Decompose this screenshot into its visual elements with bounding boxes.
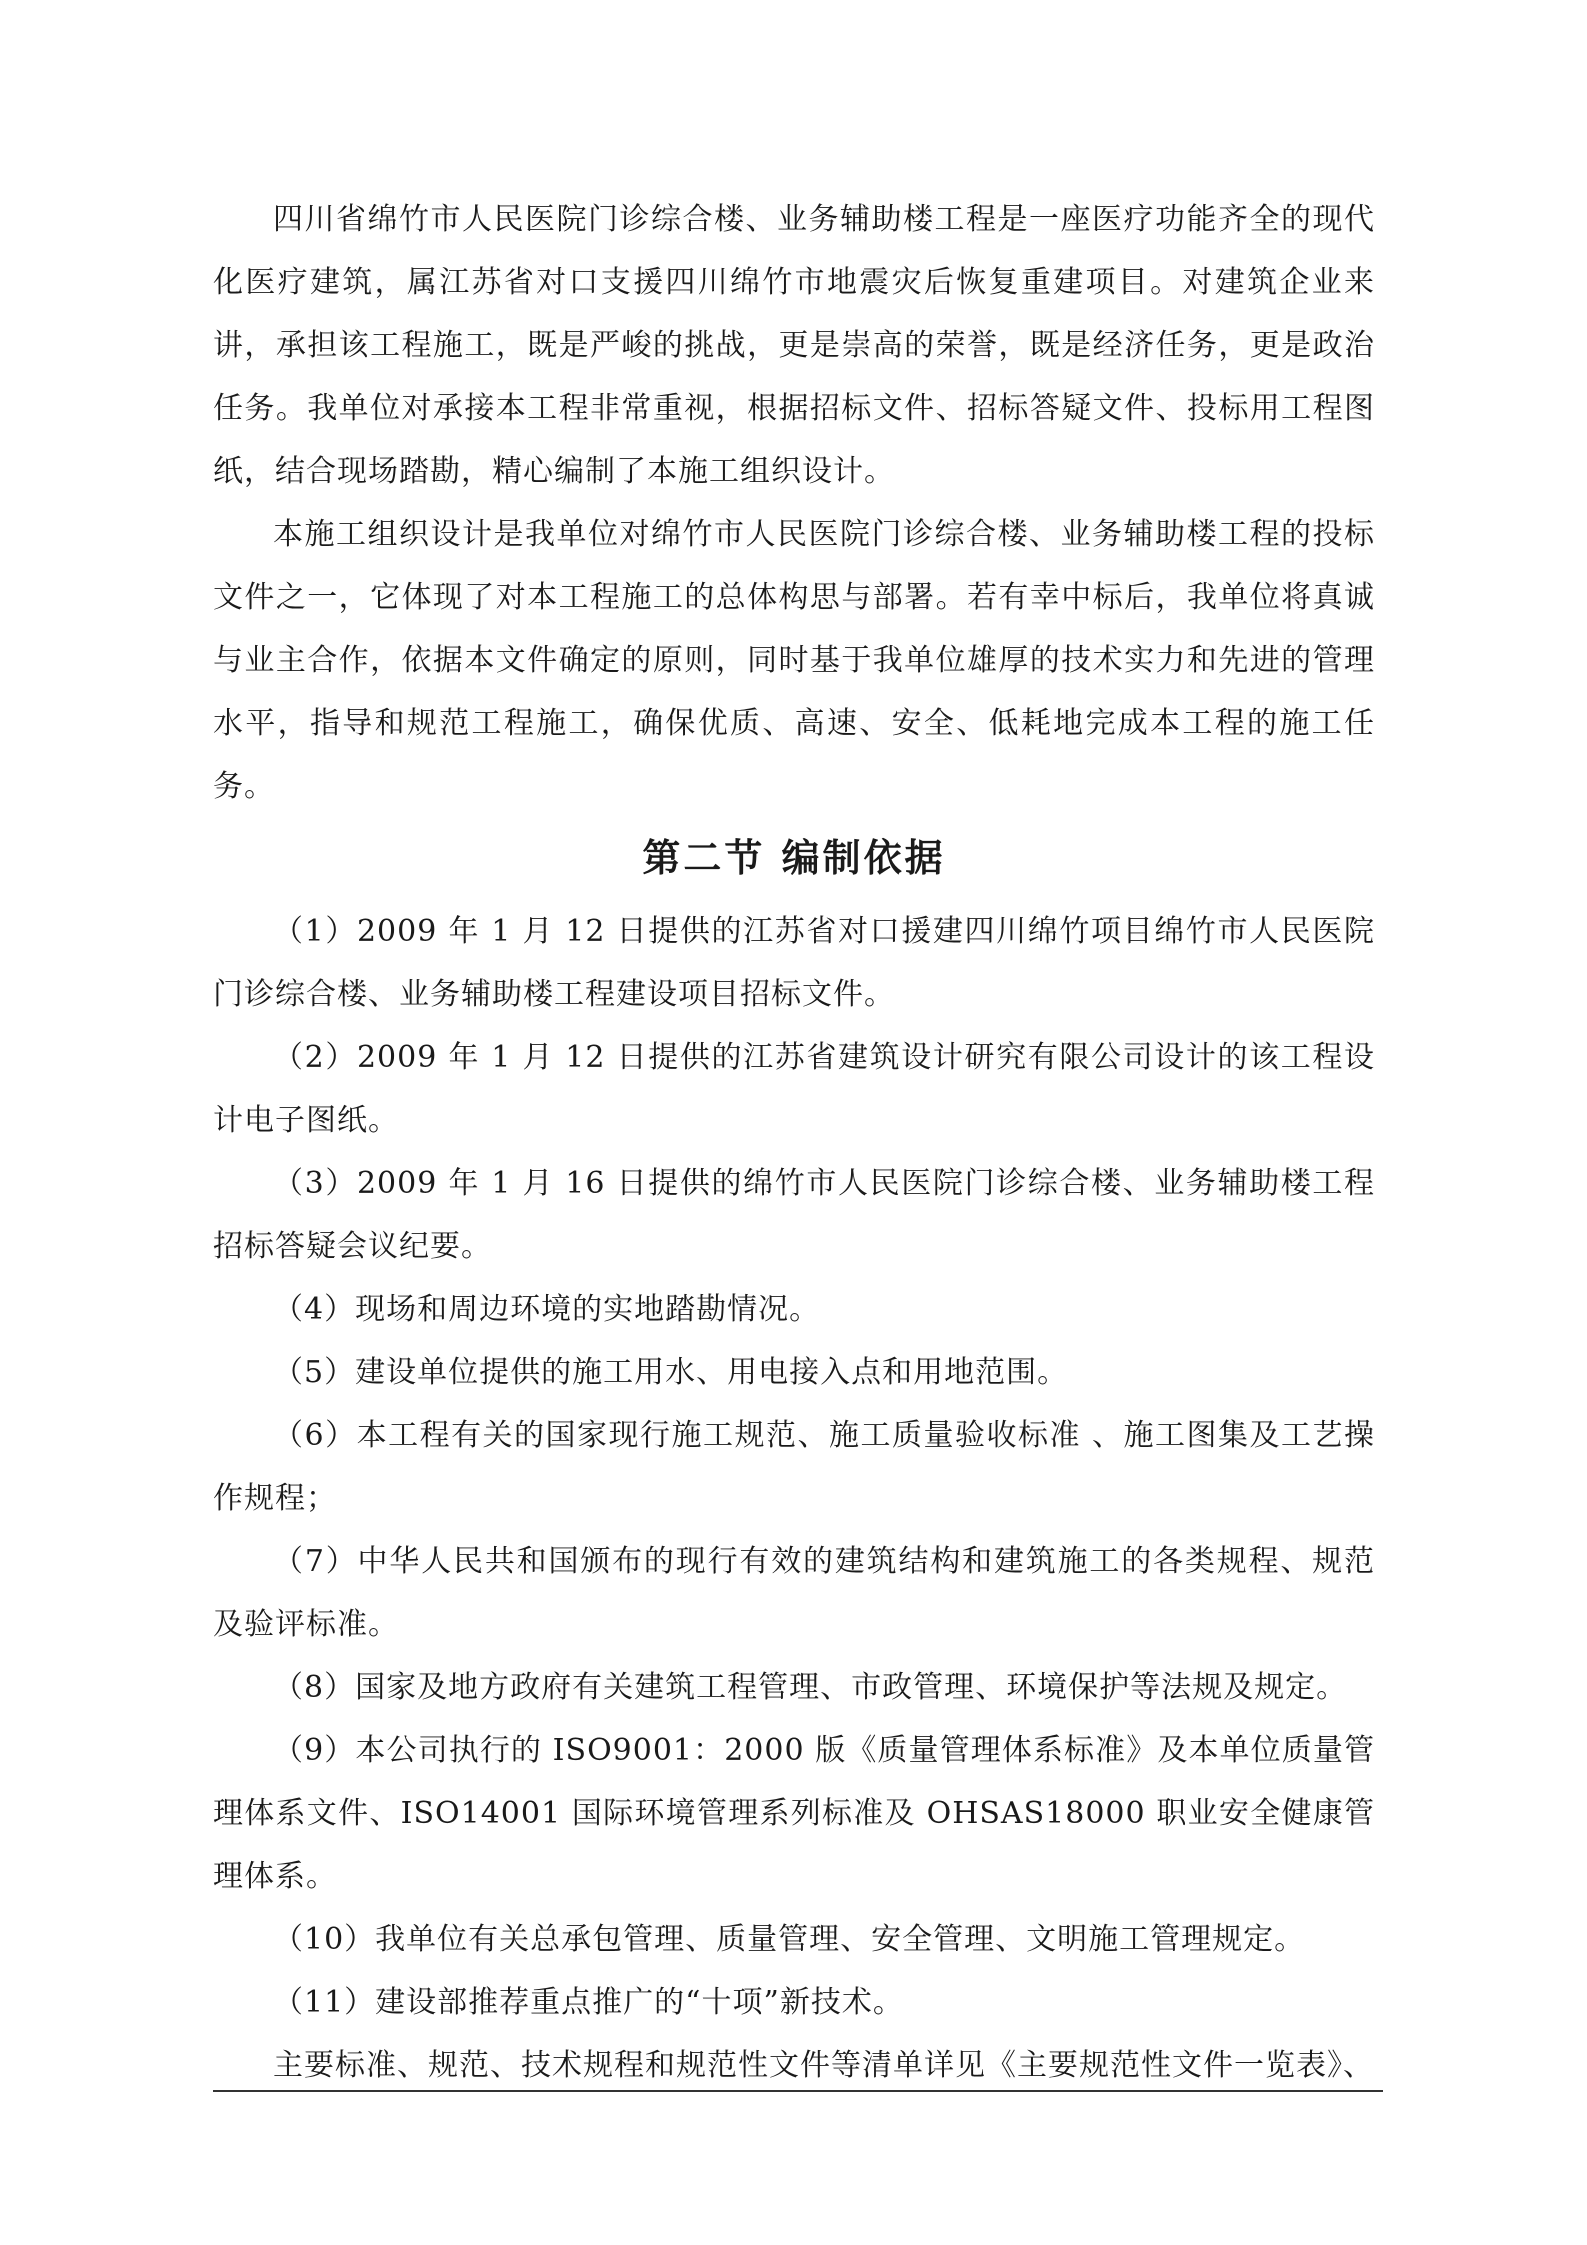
basis-item-9: （9）本公司执行的 ISO9001：2000 版《质量管理体系标准》及本单位质量管理体系文件、ISO14001 国际环境管理系列标准及 OHSAS18000 职业安全健康管理体系。: [213, 1733, 1375, 1894]
basis-item-4: （4）现场和周边环境的实地踏勘情况。: [273, 1292, 821, 1327]
intro-paragraph-1: 四川省绵竹市人民医院门诊综合楼、业务辅助楼工程是一座医疗功能齐全的现代化医疗建筑，属江苏省对口支援四川绵竹市地震灾后恢复重建项目。对建筑企业来讲，承担该工程施工，既是严峻的挑战，更是崇高的荣誉，既是经济任务，更是政治任务。我单位对承接本工程非常重视，根据招标文件、招标答疑文件、投标用工程图纸，结合现场踏勘，精心编制了本施工组织设计。: [213, 202, 1375, 489]
basis-item-7: （7）中华人民共和国颁布的现行有效的建筑结构和建筑施工的各类规程、规范及验评标准。: [213, 1544, 1375, 1642]
basis-item-11: （11）建设部推荐重点推广的“十项”新技术。: [273, 1985, 904, 2020]
basis-item-5: （5）建设单位提供的施工用水、用电接入点和用地范围。: [273, 1355, 1069, 1390]
basis-item-2: （2）2009 年 1 月 12 日提供的江苏省建筑设计研究有限公司设计的该工程设计电子图纸。: [213, 1040, 1375, 1138]
basis-item-8: （8）国家及地方政府有关建筑工程管理、市政管理、环境保护等法规及规定。: [273, 1670, 1348, 1705]
basis-item-3: （3）2009 年 1 月 16 日提供的绵竹市人民医院门诊综合楼、业务辅助楼工程招标答疑会议纪要。: [213, 1166, 1375, 1264]
basis-item-1: （1）2009 年 1 月 12 日提供的江苏省对口援建四川绵竹项目绵竹市人民医院门诊综合楼、业务辅助楼工程建设项目招标文件。: [213, 914, 1375, 1012]
basis-item-6: （6）本工程有关的国家现行施工规范、施工质量验收标准 、施工图集及工艺操作规程；: [213, 1418, 1375, 1516]
closing-paragraph: 主要标准、规范、技术规程和规范性文件等清单详见《主要规范性文件一览表》、: [273, 2048, 1374, 2083]
basis-item-10: （10）我单位有关总承包管理、质量管理、安全管理、文明施工管理规定。: [273, 1922, 1306, 1957]
footer-divider: [213, 2090, 1383, 2092]
page-content: [213, 188, 1375, 2097]
section-heading: 第二节 编制依据: [642, 836, 946, 880]
intro-paragraph-2: 本施工组织设计是我单位对绵竹市人民医院门诊综合楼、业务辅助楼工程的投标文件之一，它体现了对本工程施工的总体构思与部署。若有幸中标后，我单位将真诚与业主合作，依据本文件确定的原则，同时基于我单位雄厚的技术实力和先进的管理水平，指导和规范工程施工，确保优质、高速、安全、低耗地完成本工程的施工任务。: [213, 517, 1375, 804]
